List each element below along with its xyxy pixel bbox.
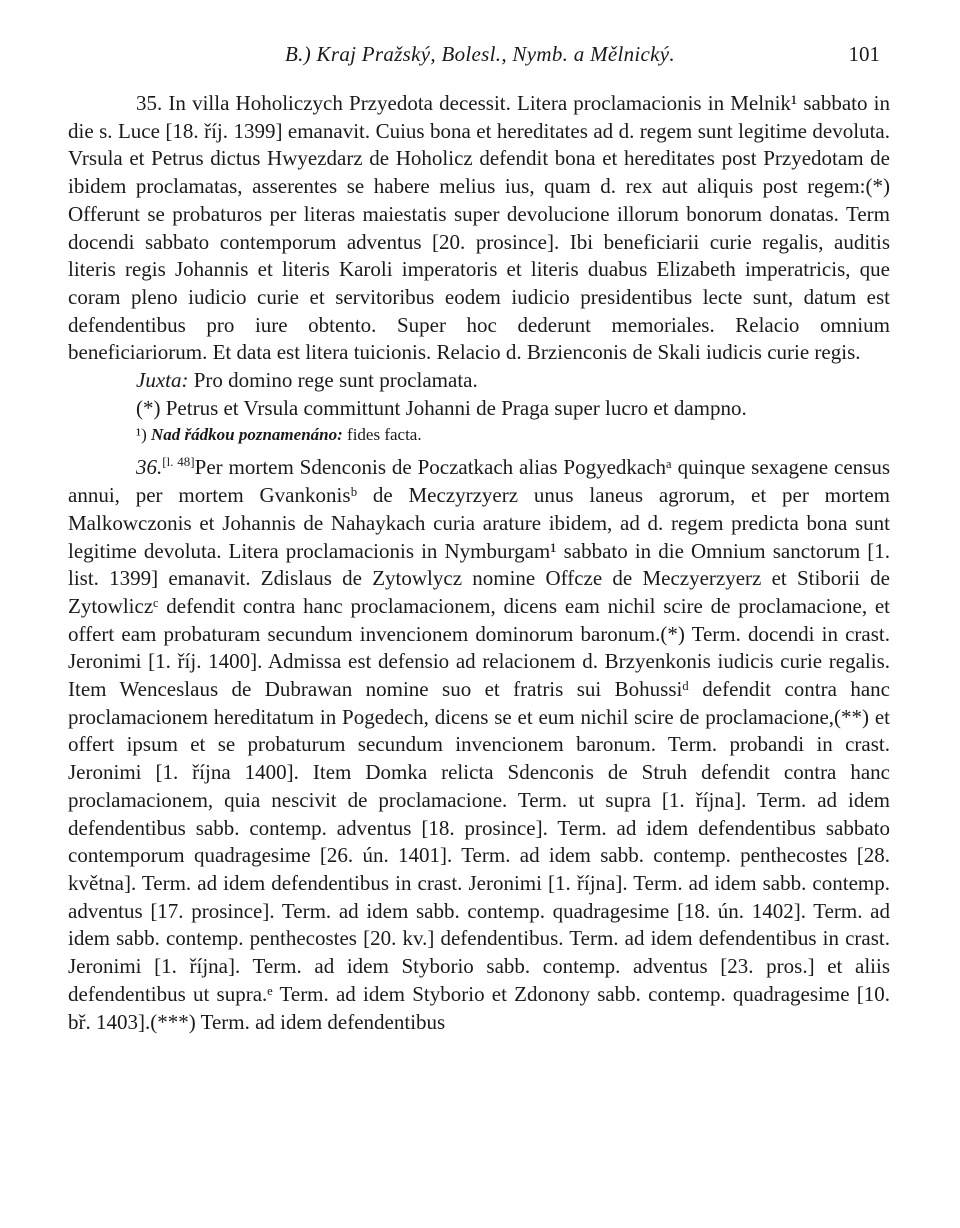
juxta-line [68, 367, 890, 395]
entry-36-text: Per mortem Sdenconis de Poczatkach alias Pogyedkachᵃ quinque sexagene census annui, per mortem Gvankonisᵇ de Meczyrzyerz unus laneus agrorum, et per mortem Malkowczonis et Johannis de Nahaykach curia arature ibidem, ad d. regem predicta bona sunt legitime devoluta. Litera proclamacionis in Nymburgam¹ sabbato in die Omnium sanctorum [1. list. 1399] emanavit. Zdislaus de Zytowlycz nomine Offcze de Meczyerzyerz et Stiborii de Zytowliczᶜ defendit contra hanc proclamacionem, dicens eam nichil scire de proclamacione, et offert eam probaturam secundum invencionem dominorum baronum.(*) Term. docendi in crast. Jeronimi [1. říj. 1400]. Admissa est defensio ad relacionem d. Brzyenkonis iudicis curie regalis. Item Wenceslaus de Dubrawan nomine suo et fratris sui Bohussiᵈ defendit contra hanc proclamacionem hereditatum in Pogedech, dicens se et eum nichil scire de proclamacione,(**) et offert ipsum et se probaturum secundum invencionem baronum. Term. probandi in crast. Jeronimi [1. října 1400]. Item Domka relicta Sdenconis de Struh defendit contra hanc proclamacionem, quia nescivit de proclamacione. Term. ut supra [1. října]. Term. ad idem defendentibus sabb. contemp. adventus [18. prosince]. Term. ad idem defendentibus sabbato contemporum quadragesime [26. ún. 1401]. Term. ad idem sabb. contemp. penthecostes [28. května]. Term. ad idem defendentibus in crast. Jeronimi [1. října]. Term. ad idem sabb. contemp. adventus [17. prosince]. Term. ad idem sabb. contemp. quadragesime [18. ún. 1402]. Term. ad idem sabb. contemp. penthecostes [20. kv.] defendentibus. Term. ad idem defendentibus in crast. Jeronimi [1. října]. Term. ad idem Styborio sabb. contemp. adventus [23. pros.] et aliis defendentibus ut supra.ᵉ Term. ad idem Styborio et Zdonony sabb. contemp. quadragesime [10. bř. 1403].(***) Term. ad idem defendentibus [68, 455, 890, 1034]
footnote-1-text: fides facta. [347, 425, 422, 445]
entry-36-number: 36. [136, 455, 163, 480]
page-number: 101 [848, 42, 880, 66]
running-header [0, 40, 960, 70]
footnote-1-marker: ¹) [136, 425, 147, 445]
entry-36-leaf-ref: [l. 48] [162, 454, 195, 470]
footnote-1 [68, 424, 890, 446]
entry-36 [68, 454, 890, 1036]
juxta-text: Pro domino rege sunt proclamata. [193, 368, 478, 393]
entry-35-text: In villa Hoholiczych Przyedota decessit. Litera proclamacionis in Melnik¹ sabbato in die s. Luce [18. říj. 1399] emanavit. Cuius bona et hereditates ad d. regem sunt legitime devoluta. Vrsula et Petrus dictus Hwyezdarz de Hoholicz defendit bona et hereditates post Przyedotam de ibidem proclamatas, asserentes se habere melius ius, quam d. rex aut aliquis post regem:(*) Offerunt se probaturos per literas maiestatis super devolucione illorum bonorum donatas. Term docendi sabbato contemporum adventus [20. prosince]. Ibi beneficiarii curie regalis, auditis literis regis Johannis et literis Karoli imperatoris et literis duabus Elizabeth imperatricis, que coram pleno iudicio curie et servitoribus eodem iudicio presidentibus lecte sunt, datum est defendentibus pro iure obtento. Super hoc dederunt memoriales. Relacio omnium beneficiariorum. Et data est litera tuicionis. Relacio d. Brzienconis de Skali iudicis curie regis. [68, 91, 891, 365]
footnote-star: (*) Petrus et Vrsula committunt Johanni de Praga super lucro et dampno. [136, 395, 747, 420]
running-title: B.) Kraj Pražský, Bolesl., Nymb. a Mělnický. [285, 42, 675, 66]
entry-35-number: 35. [136, 91, 163, 115]
entry-35 [68, 90, 890, 367]
juxta-label: Juxta: [136, 368, 189, 393]
document-body [68, 90, 890, 1036]
footnote-1-label: Nad řádkou poznamenáno: [151, 425, 343, 445]
